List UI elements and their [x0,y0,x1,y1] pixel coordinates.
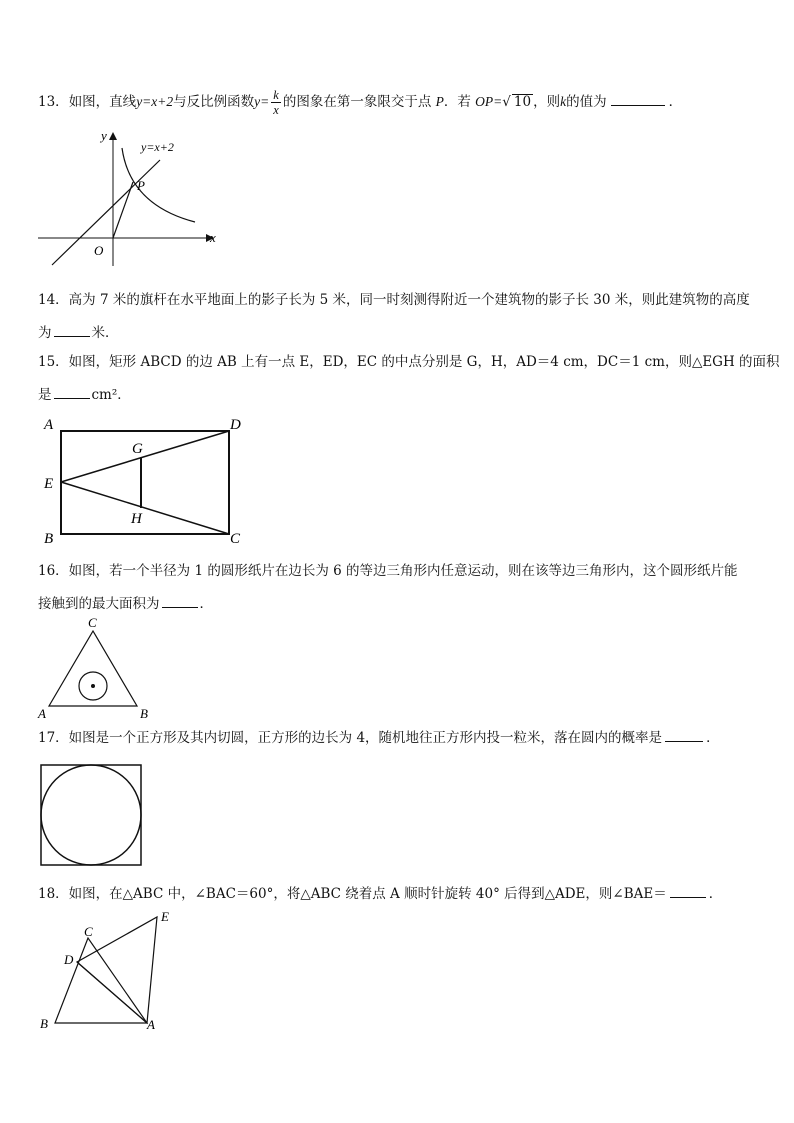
text-segment: ． [199,596,213,612]
text-segment: ． [708,886,723,902]
label-d: D [64,952,74,967]
fraction-numerator: k [273,88,279,102]
label-a: A [44,417,54,433]
variable-k: k [560,94,567,109]
label-b: B [40,1016,48,1031]
fraction-denominator: x [273,103,279,117]
label-a: A [38,706,46,721]
text-segment: 与反比例函数 [173,94,255,110]
label-d: D [230,417,241,433]
label-b: B [44,531,54,547]
sqrt-value: 10 [513,94,532,110]
question-14-line1: 14．高为 7 米的旗杆在水平地面上的影子长为 5 米，同一时刻测得附近一个建筑物的影子长 30 米，则此建筑物的高度 [38,292,750,308]
text-segment: ． [668,94,683,110]
label-c: C [230,531,241,547]
sqrt-symbol: √ [502,94,511,110]
label-a: A [147,1017,155,1032]
point-p: P [435,94,444,109]
text-segment: ．若 [443,94,471,110]
label-b: B [140,706,148,721]
label-g: G [132,441,143,457]
text-segment: ，则 [533,94,561,110]
label-c: C [84,924,93,939]
label-line-equation: y=x+2 [141,140,174,154]
question-15-line1: 15．如图，矩形 ABCD 的边 AB 上有一点 E，ED，EC 的中点分别是 G，H，AD＝4 cm，DC＝1 cm，则△EGH 的面积 [38,354,780,370]
question-16-line1: 16．如图，若一个半径为 1 的圆形纸片在边长为 6 的等边三角形内任意运动，则在该等边三角形内，这个圆形纸片能 [38,563,738,579]
label-h: H [131,511,142,527]
text-segment: 接触到的最大面积为 [38,596,160,612]
text-segment: 18．如图，在△ABC 中，∠BAC＝60°，将△ABC 绕着点 A 顺时针旋转 40° 后得到△ADE，则∠BAE＝ [38,886,667,902]
text-segment: 如图，直线 [68,94,137,110]
text-segment: 为 [38,325,52,341]
op-expression: OP= [475,94,503,109]
text-segment: cm²． [91,387,131,403]
label-e: E [44,476,54,492]
line-equation: y=x+2 [136,94,174,109]
segment-ad [77,962,147,1023]
text-segment: 是 [38,387,52,403]
label-p: P [137,178,145,193]
text-segment: ． [706,730,720,746]
text-segment: 的值为 [566,94,607,110]
function-y: y= [254,94,270,109]
text-segment: 米． [91,325,119,341]
text-segment: 的图象在第一象限交于点 [282,94,432,110]
label-o: O [94,243,104,258]
text-segment: 17．如图是一个正方形及其内切圆，正方形的边长为 4，随机地往正方形内投一粒米，落在圆内的概率是 [38,730,663,746]
label-y: y [101,128,107,143]
label-x: x [210,230,216,245]
question-number: 13． [38,94,69,110]
label-c: C [88,615,97,630]
label-e: E [161,909,169,924]
